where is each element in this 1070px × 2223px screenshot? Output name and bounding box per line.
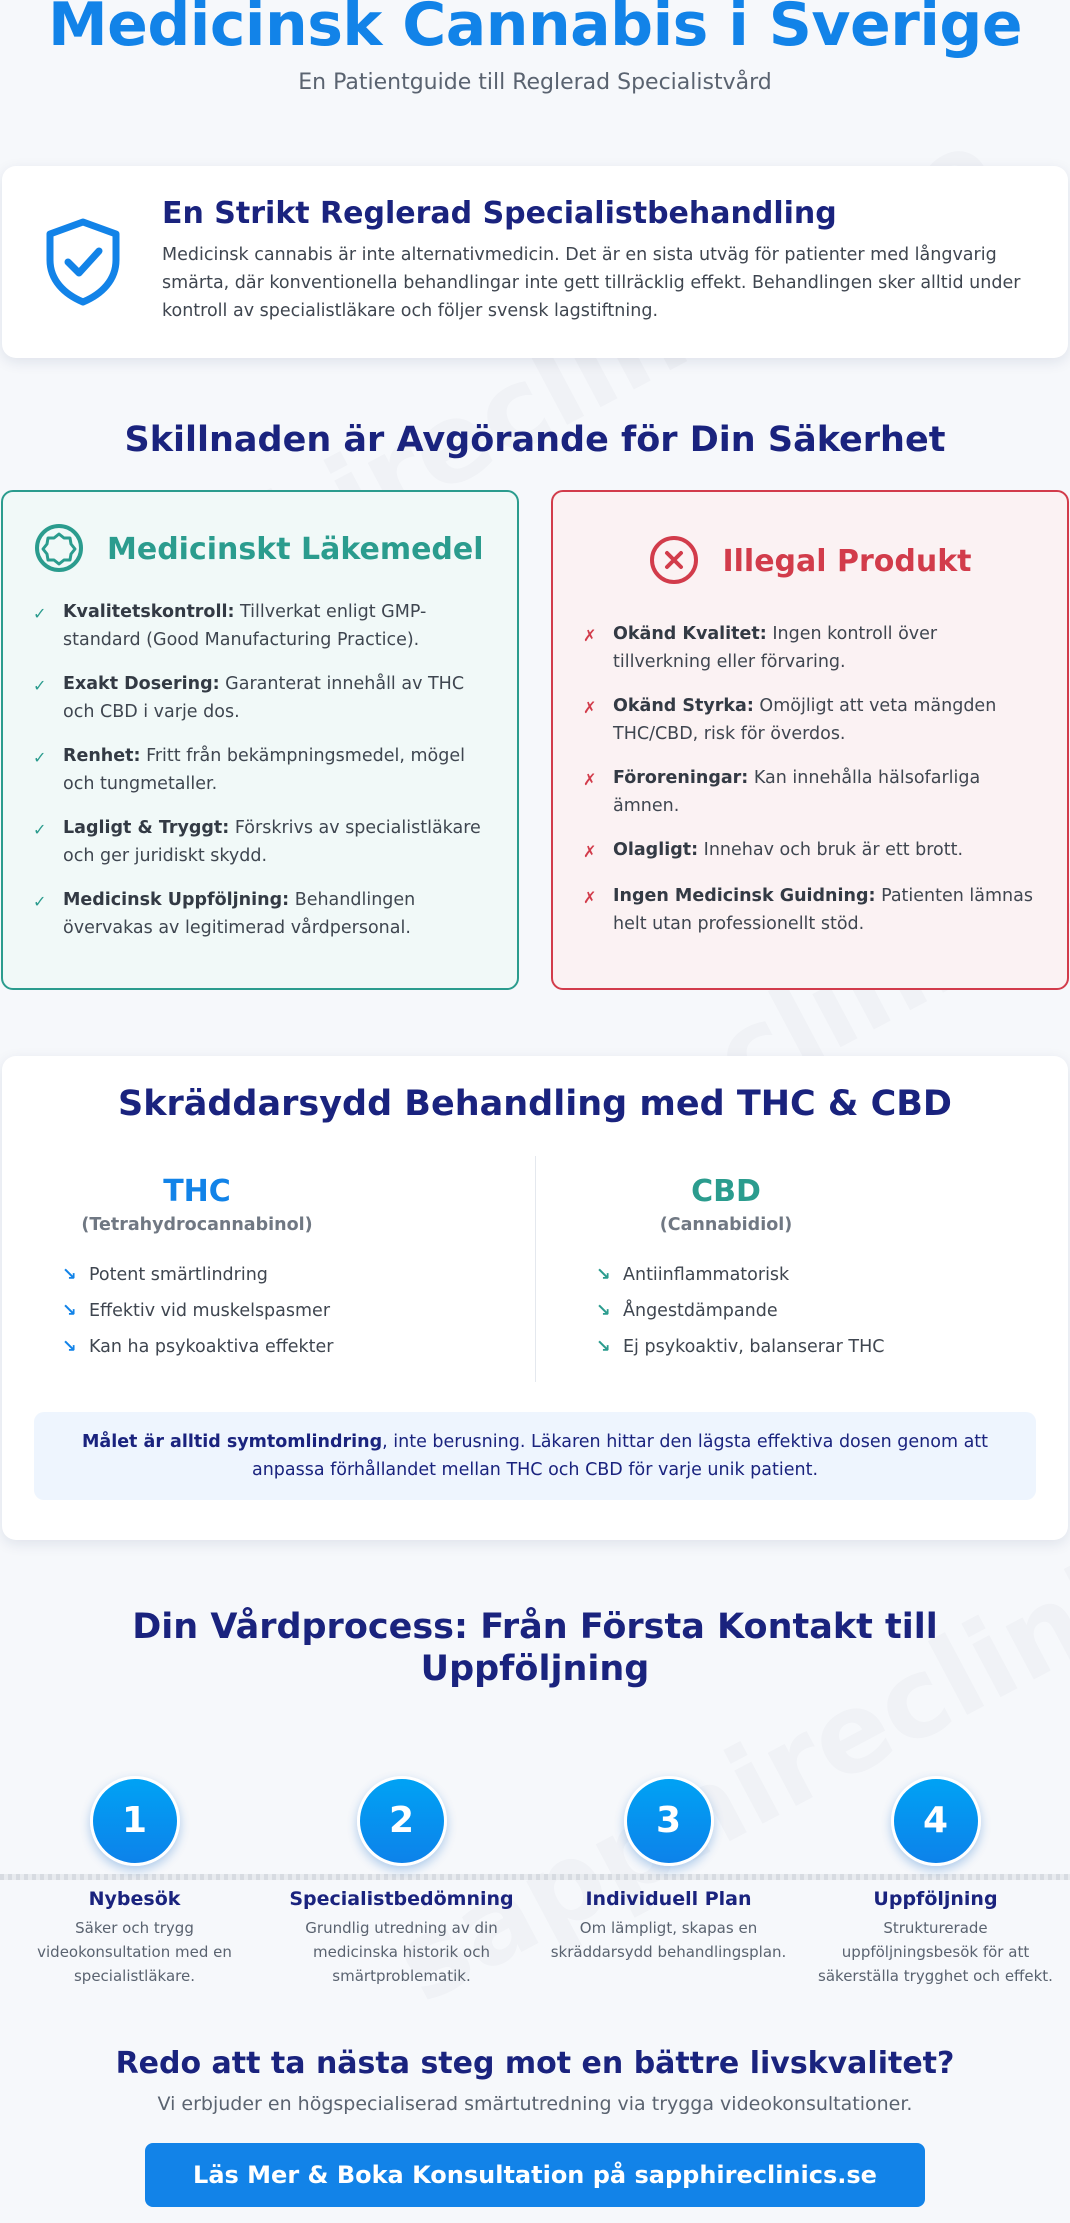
medical-benefit-label: Medicinsk Uppföljning: <box>63 890 290 910</box>
comparison-title: Skillnaden är Avgörande för Din Säkerhet <box>124 420 946 460</box>
illegal-risk-label: Föroreningar: <box>613 768 749 788</box>
cbd-effect-item <box>596 1293 1068 1329</box>
cta-subtitle: Vi erbjuder en högspecialiserad smärtutredning via trygga videokonsultationer. <box>157 2093 913 2115</box>
step-number-badge: 3 <box>624 1776 714 1866</box>
illegal-risk-label: Okänd Kvalitet: <box>613 624 767 644</box>
cbd-effect-item <box>596 1257 1068 1293</box>
thc-effect-text: Effektiv vid muskelspasmer <box>89 1301 331 1321</box>
process-step <box>535 1776 802 1964</box>
medical-benefit-description: Förskrivs av specialistläkare och ger juridiskt skydd. <box>63 818 481 866</box>
thc-full-name: (Tetrahydrocannabinol) <box>81 1215 313 1235</box>
cta-section <box>0 2046 1070 2207</box>
process-step <box>802 1776 1069 1988</box>
check-icon: ✓ <box>33 748 47 767</box>
cbd-full-name: (Cannabidiol) <box>659 1215 793 1235</box>
cbd-effect-item <box>596 1329 1068 1365</box>
arrow-down-right-icon: ↘ <box>596 1301 611 1321</box>
illegal-risk-text <box>613 692 1037 748</box>
step-title: Specialistbedömning <box>289 1888 514 1910</box>
illegal-risk-item <box>583 620 1037 676</box>
step-description: Strukturerade uppföljningsbesök för att säkerställa trygghet och effekt. <box>818 1919 1053 1985</box>
illegal-risks-list <box>583 620 1037 938</box>
thc-effect-item <box>62 1257 535 1293</box>
cbd-effect-text: Antiinflammatorisk <box>623 1265 790 1285</box>
cross-icon: ✗ <box>583 626 597 645</box>
medical-benefit-label: Lagligt & Tryggt: <box>63 818 230 838</box>
process-step <box>268 1776 535 1988</box>
treatment-columns <box>2 1156 1068 1382</box>
thc-effect-item <box>62 1293 535 1329</box>
arrow-down-right-icon: ↘ <box>62 1265 77 1285</box>
step-title: Uppföljning <box>873 1888 998 1910</box>
medical-benefit-item <box>33 598 487 654</box>
medical-benefit-label: Kvalitetskontroll: <box>63 602 235 622</box>
process-step <box>1 1776 268 1988</box>
medical-benefits-list <box>33 598 487 942</box>
illegal-risk-text <box>613 764 1037 820</box>
medical-benefit-description: Tillverkat enligt GMP-standard (Good Manufacturing Practice). <box>63 602 427 650</box>
book-consultation-button[interactable]: Läs Mer & Boka Konsultation på sapphireclinics.se <box>145 2143 925 2207</box>
medical-benefit-item <box>33 814 487 870</box>
thc-name: THC <box>163 1174 231 1209</box>
medical-card-header <box>33 522 487 578</box>
thc-effects-list <box>62 1257 535 1365</box>
illegal-risk-text <box>613 836 963 866</box>
check-icon: ✓ <box>33 892 47 911</box>
illegal-risk-label: Olagligt: <box>613 840 699 860</box>
illegal-risk-description: Innehav och bruk är ett brott. <box>698 840 964 860</box>
cta-title: Redo att ta nästa steg mot en bättre livskvalitet? <box>115 2046 955 2081</box>
step-title: Nybesök <box>88 1888 181 1910</box>
x-circle-icon <box>648 534 700 590</box>
step-title: Individuell Plan <box>585 1888 752 1910</box>
step-number-badge: 4 <box>891 1776 981 1866</box>
illegal-card <box>551 490 1069 990</box>
medical-benefit-text <box>63 814 487 870</box>
illegal-card-title: Illegal Produkt <box>722 544 972 579</box>
illegal-risk-item <box>583 764 1037 820</box>
page-subtitle: En Patientguide till Reglerad Specialistvård <box>298 70 772 95</box>
medical-benefit-text <box>63 670 487 726</box>
treatment-card <box>2 1056 1068 1540</box>
cbd-effect-text: Ångestdämpande <box>623 1301 778 1321</box>
illegal-risk-label: Okänd Styrka: <box>613 696 754 716</box>
treatment-goal-text: , inte berusning. Läkaren hittar den lägsta effektiva dosen genom att anpassa förhållandet mellan THC och CBD för varje unik patient. <box>251 1432 989 1480</box>
thc-effect-item <box>62 1329 535 1365</box>
arrow-down-right-icon: ↘ <box>62 1337 77 1357</box>
illegal-card-header <box>583 534 1037 590</box>
intro-text <box>162 196 1032 325</box>
process-steps <box>0 1776 1070 1986</box>
cbd-column <box>535 1156 1068 1382</box>
arrow-down-right-icon: ↘ <box>596 1337 611 1357</box>
medical-benefit-item <box>33 742 487 798</box>
medical-card-title: Medicinskt Läkemedel <box>107 532 484 567</box>
check-icon: ✓ <box>33 820 47 839</box>
illegal-risk-item <box>583 692 1037 748</box>
illegal-risk-description: Ingen kontroll över tillverkning eller förvaring. <box>613 624 938 672</box>
arrow-down-right-icon: ↘ <box>596 1265 611 1285</box>
intro-body: Medicinsk cannabis är inte alternativmedicin. Det är en sista utväg för patienter med långvarig smärta, där konventionella behandlingar inte gett tillräcklig effekt. Behandlingen sker alltid under kontroll av specialistläkare och följer svensk lagstiftning. <box>162 245 1021 321</box>
cbd-effect-text: Ej psykoaktiv, balanserar THC <box>623 1337 885 1357</box>
check-icon: ✓ <box>33 604 47 623</box>
illegal-risk-text <box>613 620 1037 676</box>
medical-benefit-text <box>63 742 487 798</box>
medical-benefit-description: Garanterat innehåll av THC och CBD i varje dos. <box>63 674 465 722</box>
treatment-goal-bold: Målet är alltid symtomlindring <box>81 1432 383 1452</box>
medical-benefit-item <box>33 886 487 942</box>
process-title: Din Vårdprocess: Från Första Kontakt till Uppföljning <box>132 1607 938 1689</box>
step-description: Grundlig utredning av din medicinska historik och smärtproblematik. <box>305 1919 498 1985</box>
step-number-badge: 1 <box>90 1776 180 1866</box>
medical-benefit-description: Behandlingen övervakas av legitimerad vårdpersonal. <box>63 890 416 938</box>
medical-benefit-item <box>33 670 487 726</box>
medical-badge-icon <box>33 522 85 578</box>
illegal-risk-label: Ingen Medicinsk Guidning: <box>613 886 876 906</box>
thc-effect-text: Kan ha psykoaktiva effekter <box>89 1337 334 1357</box>
step-number-badge: 2 <box>357 1776 447 1866</box>
step-description: Säker och trygg videokonsultation med en specialistläkare. <box>37 1919 232 1985</box>
shield-check-icon <box>42 218 124 310</box>
medical-benefit-label: Renhet: <box>63 746 141 766</box>
illegal-risk-description: Patienten lämnas helt utan professionellt stöd. <box>613 886 1033 934</box>
medical-benefit-text <box>63 886 487 942</box>
treatment-title: Skräddarsydd Behandling med THC & CBD <box>118 1084 952 1124</box>
check-icon: ✓ <box>33 676 47 695</box>
intro-title: En Strikt Reglerad Specialistbehandling <box>162 196 837 231</box>
illegal-risk-description: Kan innehålla hälsofarliga ämnen. <box>613 768 981 816</box>
illegal-risk-item <box>583 882 1037 938</box>
medical-card <box>1 490 519 990</box>
cbd-name: CBD <box>691 1174 761 1209</box>
step-description: Om lämpligt, skapas en skräddarsydd behandlingsplan. <box>550 1919 787 1961</box>
illegal-risk-item <box>583 836 1037 866</box>
medical-benefit-text <box>63 598 487 654</box>
comparison-section <box>0 490 1070 990</box>
cross-icon: ✗ <box>583 888 597 907</box>
illegal-risk-text <box>613 882 1037 938</box>
arrow-down-right-icon: ↘ <box>62 1301 77 1321</box>
cross-icon: ✗ <box>583 770 597 789</box>
page-title: Medicinsk Cannabis i Sverige <box>47 0 1023 60</box>
intro-card <box>2 166 1068 358</box>
thc-effect-text: Potent smärtlindring <box>89 1265 268 1285</box>
thc-column <box>2 1156 535 1382</box>
treatment-goal-note <box>34 1412 1036 1500</box>
illegal-risk-description: Omöjligt att veta mängden THC/CBD, risk för överdos. <box>613 696 997 744</box>
cross-icon: ✗ <box>583 842 597 861</box>
cbd-effects-list <box>596 1257 1068 1365</box>
cross-icon: ✗ <box>583 698 597 717</box>
medical-benefit-label: Exakt Dosering: <box>63 674 220 694</box>
medical-benefit-description: Fritt från bekämpningsmedel, mögel och tungmetaller. <box>63 746 465 794</box>
page-header <box>0 0 1070 156</box>
